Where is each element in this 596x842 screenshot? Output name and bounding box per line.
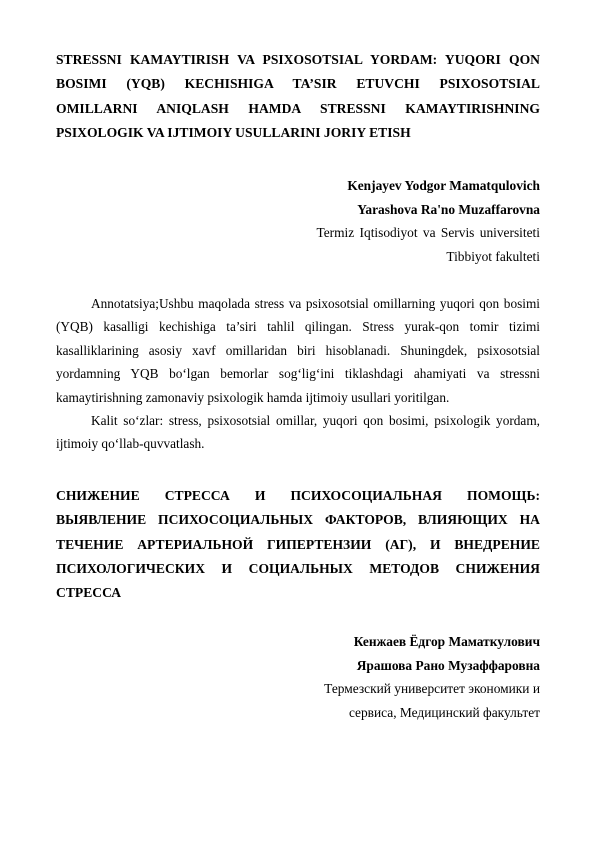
affiliation-ru: Термезский университет экономики и сервиса, Медицинский факультет: [324, 681, 540, 720]
title-uzbek: STRESSNI KAMAYTIRISH VA PSIXOSOTSIAL YORDAM: YUQORI QON BOSIMI (YQB) KECHISHIGA TA’SIR ETUVCHI PSIXOSOTSIAL OMILLARNI ANIQLASH HAMDA STRESSNI KAMAYTIRISHNING PSIXOLOGIK VA IJTIMOIY USULLARINI JORIY ETISH: [56, 52, 540, 140]
authors-block-russian: [240, 630, 540, 724]
abstract-text: Annotatsiya;Ushbu maqolada stress va psixosotsial omillarning yuqori qon bosimi (YQB) kasalligi kechishiga ta’siri tahlil qilingan. Stress yurak-qon tomir tizimi kasalliklarining asosiy xavf omillaridan biri hisoblanadi. Shuningdek, psixosotsial yordamning YQB bo‘lgan bemorlar sog‘lig‘ini tiklashdagi ahamiyati va stressni kamaytirishning zamonaviy psixologik hamda ijtimoiy usullari yoritilgan.: [56, 296, 540, 405]
affiliation-university: Termiz Iqtisodiyot va Servis universiteti: [316, 225, 540, 241]
title-russian: СНИЖЕНИЕ СТРЕССА И ПСИХОСОЦИАЛЬНАЯ ПОМОЩЬ: ВЫЯВЛЕНИЕ ПСИХОСОЦИАЛЬНЫХ ФАКТОРОВ, ВЛИЯЮЩИХ НА ТЕЧЕНИЕ АРТЕРИАЛЬНОЙ ГИПЕРТЕНЗИИ (АГ), И ВНЕДРЕНИЕ ПСИХОЛОГИЧЕСКИХ И СОЦИАЛЬНЫХ МЕТОДОВ СНИЖЕНИЯ СТРЕССА: [56, 488, 540, 601]
affiliation-faculty: Tibbiyot fakulteti: [446, 248, 540, 264]
author-name-2-ru: Ярашова Рано Музаффаровна: [356, 657, 540, 673]
author-name-2: Yarashova Ra'no Muzaffarovna: [357, 201, 540, 217]
author-name-1: Kenjayev Yodgor Mamatqulovich: [347, 178, 540, 193]
author-name-1-ru: Кенжаев Ёдгор Маматкулович: [353, 634, 540, 649]
abstract-section: [56, 292, 540, 456]
authors-block-uzbek: [240, 174, 540, 268]
keywords-text: Kalit so‘zlar: stress, psixosotsial omillar, yuqori qon bosimi, psixologik yordam, ijtimoiy qo‘llab-quvvatlash.: [56, 413, 540, 452]
